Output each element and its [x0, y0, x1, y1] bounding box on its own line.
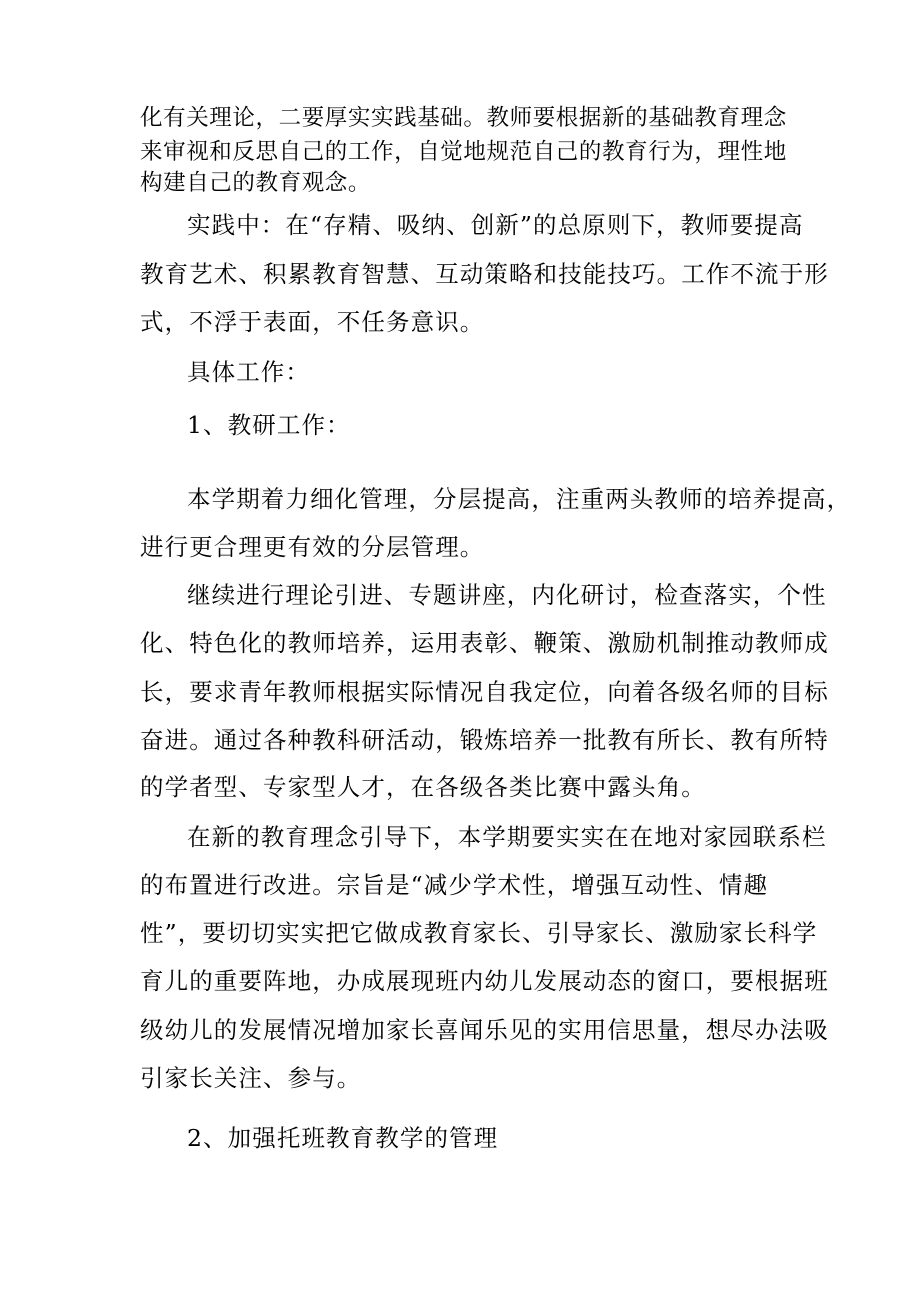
p6-line-2: 的布置进行改进。宗旨是“减少学术性，增强互动性、情趣	[140, 871, 769, 899]
p6-line-5: 级幼儿的发展情况增加家长喜闻乐见的实用信思量，想尽办法吸	[140, 1016, 829, 1044]
p5-line-2: 化、特色化的教师培养，运用表彰、鞭策、激励机制推动教师成	[140, 629, 829, 657]
section-heading-1: 1、教研工作：	[187, 411, 351, 439]
p5-line-1: 继续进行理论引进、专题讲座，内化研讨，检查落实，个性	[187, 581, 827, 609]
p6-line-6: 引家长关注、参与。	[140, 1064, 362, 1092]
p2-line-2: 教育艺术、积累教育智慧、互动策略和技能技巧。工作不流于形	[140, 260, 829, 288]
p1-line-1: 化有关理论，二要厚实实践基础。教师要根据新的基础教育理念	[140, 105, 787, 131]
p2-line-1: 实践中：在“存精、吸纳、创新”的总原则下，教师要提高	[187, 211, 804, 239]
p2-line-3: 式，不浮于表面，不任务意识。	[140, 308, 485, 336]
p6-line-4: 育儿的重要阵地，办成展现班内幼儿发展动态的窗口，要根据班	[140, 967, 829, 995]
p4-line-1: 本学期着力细化管理，分层提高，注重两头教师的培养提高，	[187, 485, 852, 513]
section-heading-2: 2、加强托班教育教学的管理	[187, 1124, 499, 1152]
p1-line-3: 构建自己的教育观念。	[140, 170, 372, 196]
p5-line-3: 长，要求青年教师根据实际情况自我定位，向着各级名师的目标	[140, 678, 829, 706]
p6-line-1: 在新的教育理念引导下，本学期要实实在在地对家园联系栏	[187, 823, 827, 851]
p5-line-4: 奋进。通过各种教科研活动，锻炼培养一批教有所长、教有所特	[140, 726, 829, 754]
p4-line-2: 进行更合理更有效的分层管理。	[140, 533, 485, 561]
p5-line-5: 的学者型、专家型人才，在各级各类比赛中露头角。	[140, 773, 706, 801]
p1-line-2: 来审视和反思自己的工作，自觉地规范自己的教育行为，理性地	[140, 139, 787, 165]
p6-line-3: 性”，要切切实实把它做成教育家长、引导家长、激励家长科学	[140, 919, 818, 947]
p3-line-1: 具体工作：	[187, 358, 310, 386]
